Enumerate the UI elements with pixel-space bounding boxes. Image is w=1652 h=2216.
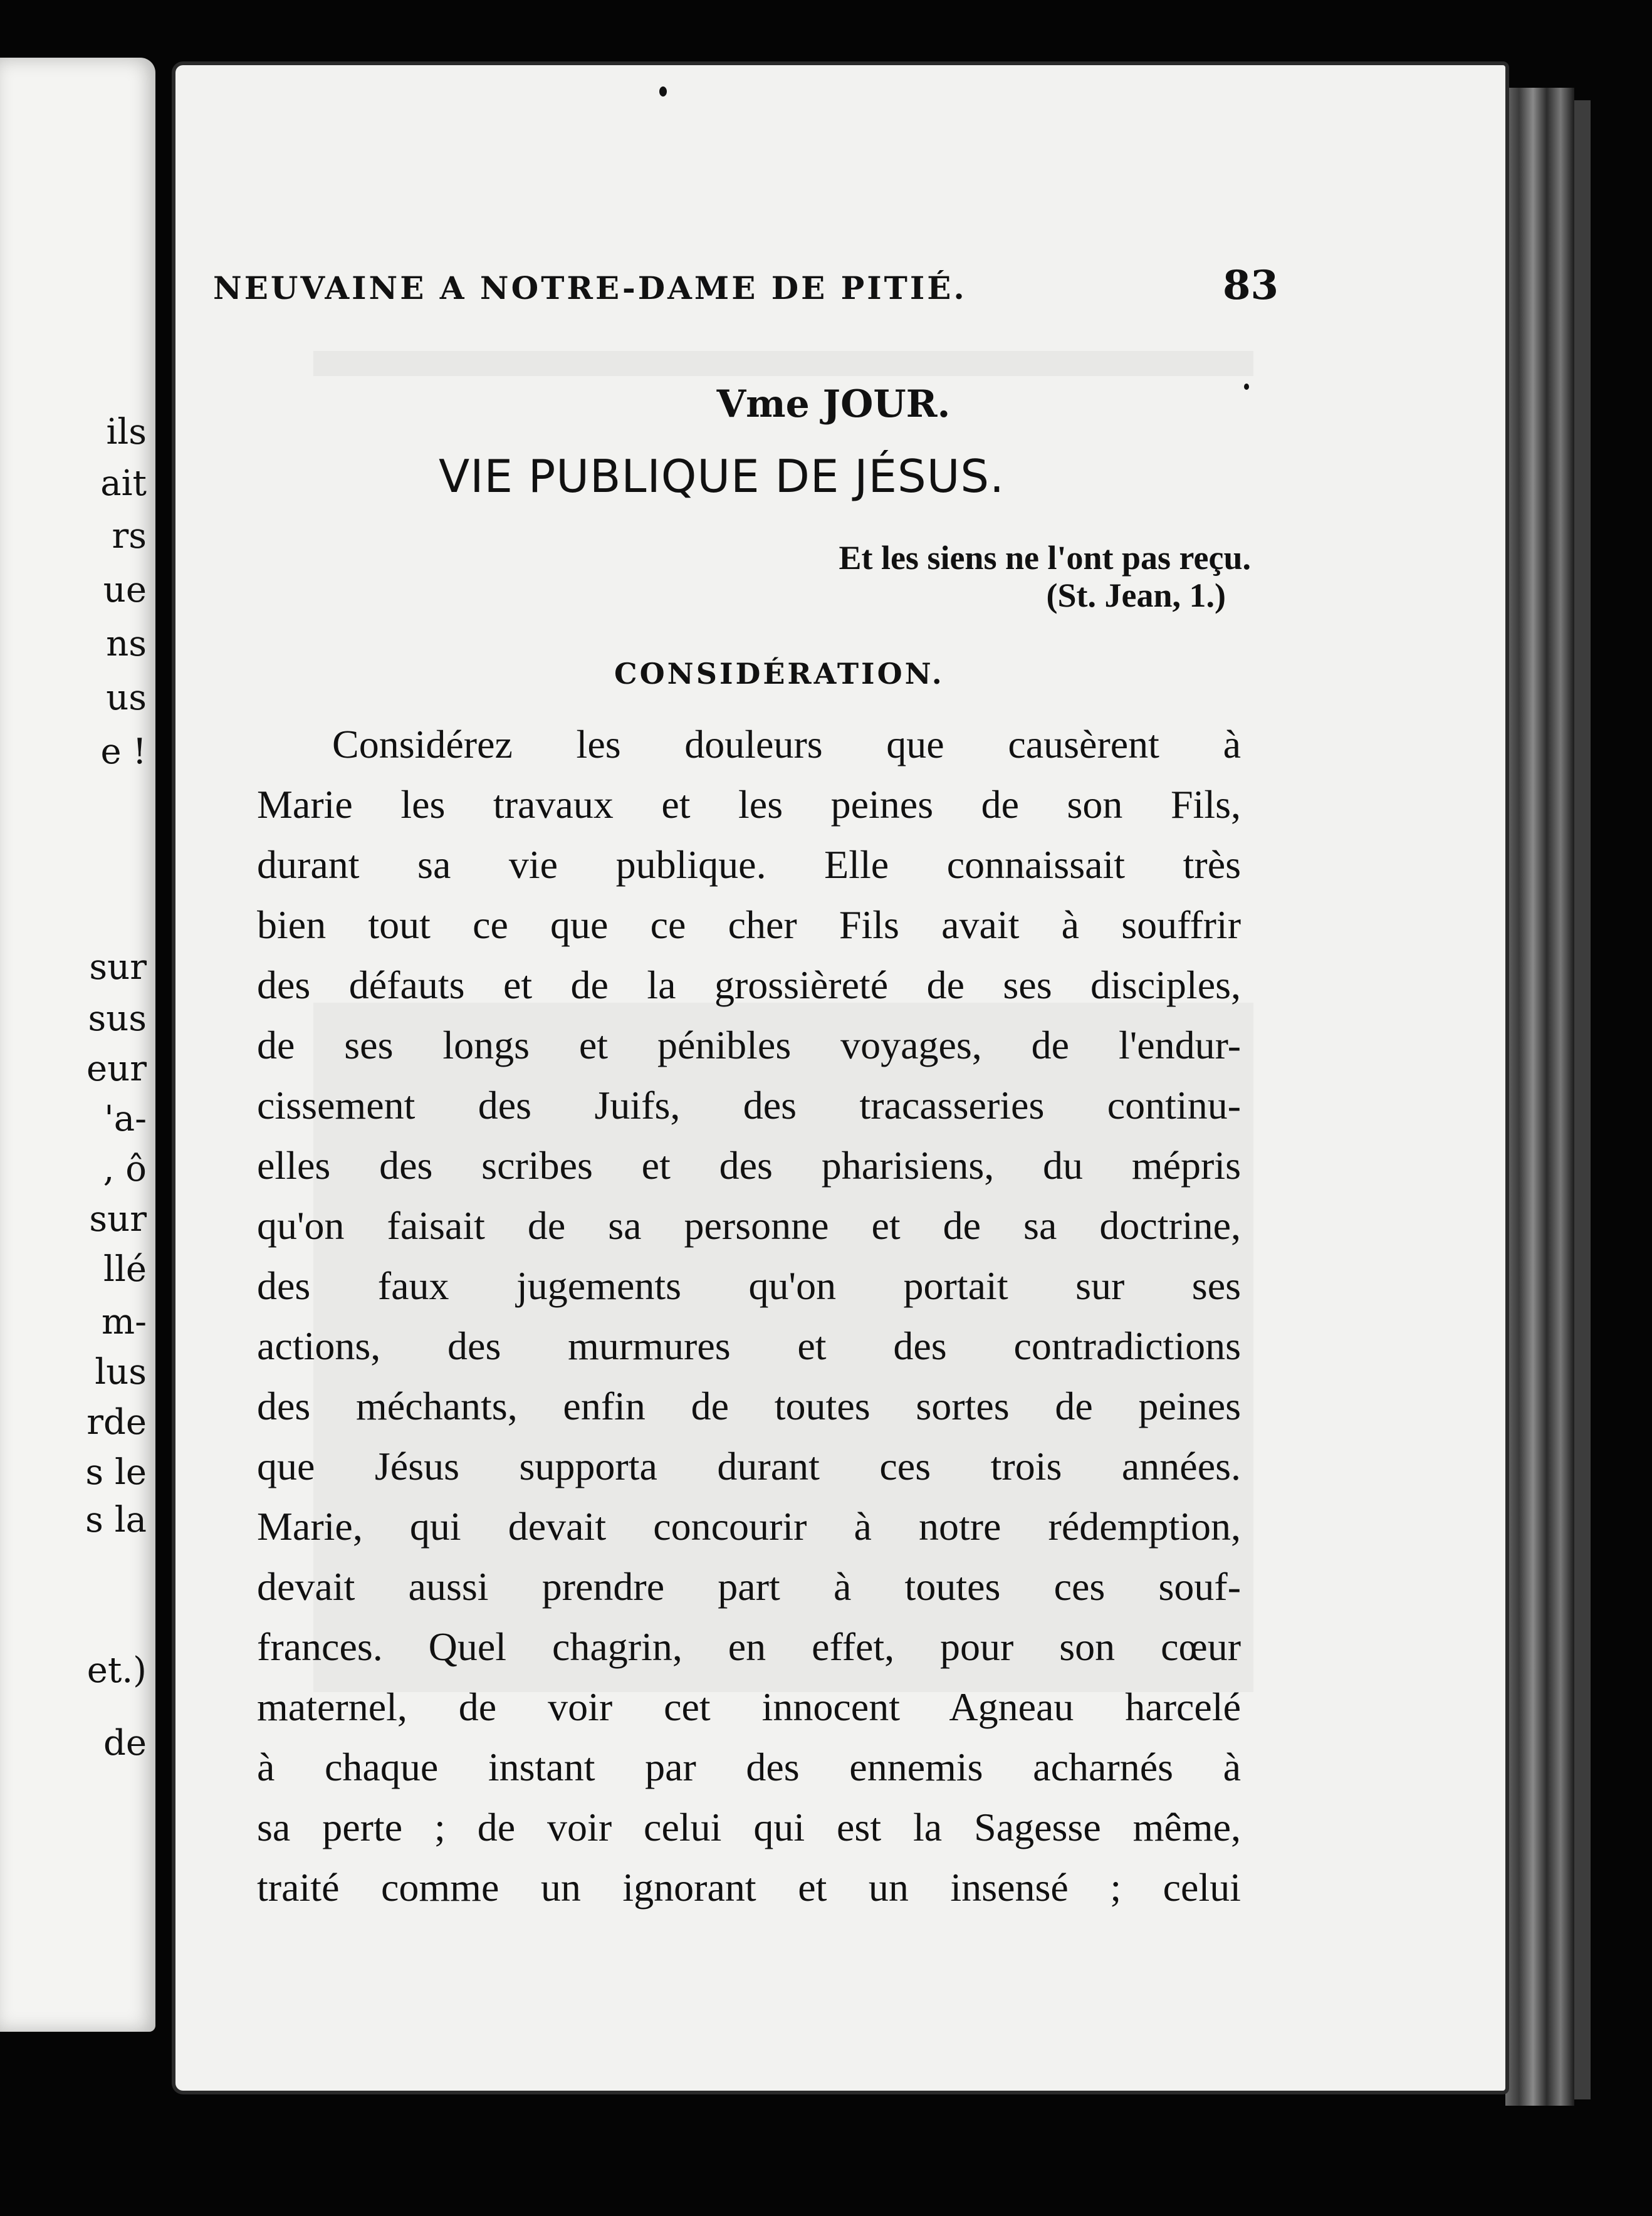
left-page-line: llé <box>103 1249 147 1290</box>
body-line: cissement des Juifs, des tracasseries continu- <box>257 1083 1241 1127</box>
book-page-edges <box>1505 88 1574 2106</box>
body-line: à chaque instant par des ennemis acharnés à <box>257 1745 1241 1789</box>
epigraph-text: Et les siens ne l'ont pas reçu. <box>839 539 1251 577</box>
body-line: elles des scribes et des pharisiens, du mépris <box>257 1143 1241 1188</box>
left-page-line: 'a- <box>104 1099 147 1139</box>
body-line: des méchants, enfin de toutes sortes de peines <box>257 1384 1241 1428</box>
body-line: que Jésus supporta durant ces trois années. <box>257 1444 1241 1488</box>
body-line: qu'on faisait de sa personne et de sa doctrine, <box>257 1203 1241 1248</box>
epigraph <box>839 539 1251 615</box>
page-number: 83 <box>1222 262 1278 309</box>
body-line: des faux jugements qu'on portait sur ses <box>257 1263 1241 1308</box>
left-page-line: s la <box>85 1500 147 1540</box>
left-page-line: ns <box>106 624 147 664</box>
body-text <box>257 714 1241 1918</box>
left-page-line: lus <box>95 1352 147 1393</box>
body-line: des défauts et de la grossièreté de ses disciples, <box>257 963 1241 1007</box>
left-page-line: sus <box>88 998 147 1039</box>
body-line: durant sa vie publique. Elle connaissait très <box>257 842 1241 887</box>
left-page-line: , ô <box>103 1149 147 1189</box>
body-line: frances. Quel chagrin, en effet, pour son cœur <box>257 1624 1241 1669</box>
left-page-line: m- <box>101 1302 147 1342</box>
previous-page-fragment <box>0 58 155 2032</box>
left-page-line: ue <box>103 570 147 610</box>
left-page-line: de <box>103 1723 147 1764</box>
show-through-shading <box>313 351 1253 376</box>
left-page-line: ait <box>100 463 147 504</box>
body-line: sa perte ; de voir celui qui est la Sagesse même, <box>257 1805 1241 1849</box>
left-page-line: et.) <box>86 1650 147 1691</box>
body-line: devait aussi prendre part à toutes ces souf- <box>257 1564 1241 1609</box>
left-page-line: eur <box>86 1048 147 1089</box>
chapter-title: VIE PUBLIQUE DE JÉSUS. <box>439 450 1005 503</box>
left-page-line: ils <box>106 412 147 452</box>
body-line: actions, des murmures et des contradictions <box>257 1324 1241 1368</box>
body-line: maternel, de voir cet innocent Agneau harcelé <box>257 1685 1241 1729</box>
body-line: traité comme un ignorant et un insensé ; celui <box>257 1865 1241 1910</box>
left-page-line: sur <box>89 1199 147 1240</box>
epigraph-source: (St. Jean, 1.) <box>1046 577 1226 615</box>
book-cover-edge <box>1574 100 1591 2099</box>
body-line: Marie, qui devait concourir à notre rédemption, <box>257 1504 1241 1549</box>
running-title: NEUVAINE A NOTRE-DAME DE PITIÉ. <box>213 269 967 306</box>
left-page-line: us <box>106 677 147 718</box>
left-page-line: e ! <box>100 731 147 772</box>
left-page-line: rs <box>112 516 147 557</box>
left-page-line: s le <box>85 1452 147 1493</box>
section-heading: CONSIDÉRATION. <box>614 657 944 691</box>
ink-speck <box>659 86 667 97</box>
running-head <box>213 262 1278 309</box>
left-page-line: rde <box>86 1402 147 1443</box>
left-page-line: sur <box>89 947 147 988</box>
day-title: Vme JOUR. <box>716 382 951 426</box>
body-line: Considérez les douleurs que causèrent à <box>332 722 1241 766</box>
body-line: de ses longs et pénibles voyages, de l'endur- <box>257 1023 1241 1067</box>
body-line: bien tout ce que ce cher Fils avait à souffrir <box>257 902 1241 947</box>
body-line: Marie les travaux et les peines de son Fils, <box>257 782 1241 827</box>
